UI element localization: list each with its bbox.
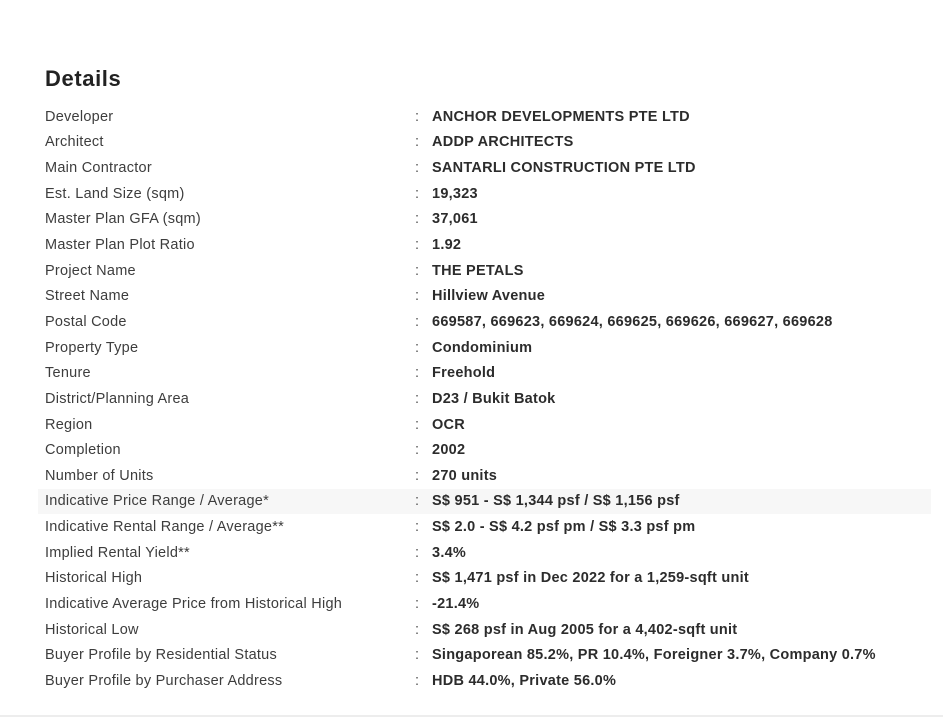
detail-label: Implied Rental Yield** xyxy=(45,544,190,561)
detail-row xyxy=(38,642,931,668)
detail-row xyxy=(38,540,931,566)
detail-row xyxy=(38,617,931,643)
detail-value: ADDP ARCHITECTS xyxy=(432,134,574,151)
detail-row xyxy=(38,437,931,463)
detail-value: 1.92 xyxy=(432,237,462,254)
colon-separator: : xyxy=(415,211,420,228)
details-list xyxy=(0,104,943,694)
detail-value: OCR xyxy=(432,416,465,433)
detail-label: Indicative Rental Range / Average** xyxy=(45,519,285,536)
detail-row xyxy=(38,463,931,489)
detail-row xyxy=(38,130,931,156)
detail-row xyxy=(38,591,931,617)
detail-label: Main Contractor xyxy=(45,160,152,177)
detail-value: 270 units xyxy=(432,467,498,484)
colon-separator: : xyxy=(415,288,420,305)
detail-label: Street Name xyxy=(45,288,130,305)
detail-label: Number of Units xyxy=(45,467,154,484)
detail-row xyxy=(38,155,931,181)
colon-separator: : xyxy=(415,339,420,356)
detail-value: 37,061 xyxy=(432,211,478,228)
detail-value: S$ 1,471 psf in Dec 2022 for a 1,259-sqft unit xyxy=(432,570,749,587)
detail-label: Postal Code xyxy=(45,313,127,330)
detail-value: -21.4% xyxy=(432,595,480,612)
detail-row xyxy=(38,232,931,258)
colon-separator: : xyxy=(415,647,420,664)
detail-row xyxy=(38,668,931,694)
detail-value: HDB 44.0%, Private 56.0% xyxy=(432,672,617,689)
colon-separator: : xyxy=(415,544,420,561)
detail-label: Master Plan Plot Ratio xyxy=(45,237,195,254)
colon-separator: : xyxy=(415,493,420,510)
detail-value: Condominium xyxy=(432,339,533,356)
detail-row xyxy=(38,258,931,284)
colon-separator: : xyxy=(415,570,420,587)
detail-value: D23 / Bukit Batok xyxy=(432,390,556,407)
detail-label: Est. Land Size (sqm) xyxy=(45,185,185,202)
colon-separator: : xyxy=(415,237,420,254)
detail-value: S$ 268 psf in Aug 2005 for a 4,402-sqft unit xyxy=(432,621,738,638)
detail-label: Developer xyxy=(45,108,114,125)
detail-label: Indicative Average Price from Historical High xyxy=(45,595,343,612)
detail-value: Freehold xyxy=(432,365,496,382)
detail-row xyxy=(38,386,931,412)
detail-value: 2002 xyxy=(432,442,466,459)
page-title: Details xyxy=(45,66,122,91)
colon-separator: : xyxy=(415,313,420,330)
detail-value: 669587, 669623, 669624, 669625, 669626, 669627, 669628 xyxy=(432,313,833,330)
detail-row xyxy=(38,360,931,386)
colon-separator: : xyxy=(415,134,420,151)
colon-separator: : xyxy=(415,467,420,484)
detail-value: S$ 2.0 - S$ 4.2 psf pm / S$ 3.3 psf pm xyxy=(432,519,696,536)
detail-label: Project Name xyxy=(45,262,136,279)
colon-separator: : xyxy=(415,160,420,177)
detail-row xyxy=(38,489,931,515)
colon-separator: : xyxy=(415,108,420,125)
detail-value: THE PETALS xyxy=(432,262,524,279)
detail-label: Historical High xyxy=(45,570,143,587)
colon-separator: : xyxy=(415,672,420,689)
detail-label: Region xyxy=(45,416,93,433)
detail-label: Architect xyxy=(45,134,104,151)
detail-value: ANCHOR DEVELOPMENTS PTE LTD xyxy=(432,108,690,125)
colon-separator: : xyxy=(415,519,420,536)
detail-label: Completion xyxy=(45,442,121,459)
detail-row xyxy=(38,181,931,207)
detail-value: S$ 951 - S$ 1,344 psf / S$ 1,156 psf xyxy=(432,493,680,510)
detail-value: Hillview Avenue xyxy=(432,288,546,305)
detail-value: 19,323 xyxy=(432,185,478,202)
detail-value: 3.4% xyxy=(432,544,467,561)
detail-label: Property Type xyxy=(45,339,139,356)
colon-separator: : xyxy=(415,390,420,407)
detail-row xyxy=(38,412,931,438)
colon-separator: : xyxy=(415,416,420,433)
detail-row xyxy=(38,309,931,335)
detail-row xyxy=(38,335,931,361)
detail-label: Buyer Profile by Purchaser Address xyxy=(45,672,283,689)
detail-row xyxy=(38,514,931,540)
detail-label: District/Planning Area xyxy=(45,390,190,407)
detail-row xyxy=(38,566,931,592)
colon-separator: : xyxy=(415,365,420,382)
detail-row xyxy=(38,207,931,233)
detail-row xyxy=(38,283,931,309)
detail-label: Historical Low xyxy=(45,621,139,638)
detail-label: Buyer Profile by Residential Status xyxy=(45,647,277,664)
detail-label: Tenure xyxy=(45,365,91,382)
colon-separator: : xyxy=(415,262,420,279)
colon-separator: : xyxy=(415,595,420,612)
colon-separator: : xyxy=(415,442,420,459)
detail-label: Master Plan GFA (sqm) xyxy=(45,211,201,228)
colon-separator: : xyxy=(415,185,420,202)
colon-separator: : xyxy=(415,621,420,638)
detail-label: Indicative Price Range / Average* xyxy=(45,493,270,510)
detail-row xyxy=(38,104,931,130)
detail-value: SANTARLI CONSTRUCTION PTE LTD xyxy=(432,160,696,177)
detail-value: Singaporean 85.2%, PR 10.4%, Foreigner 3.7%, Company 0.7% xyxy=(432,647,876,664)
